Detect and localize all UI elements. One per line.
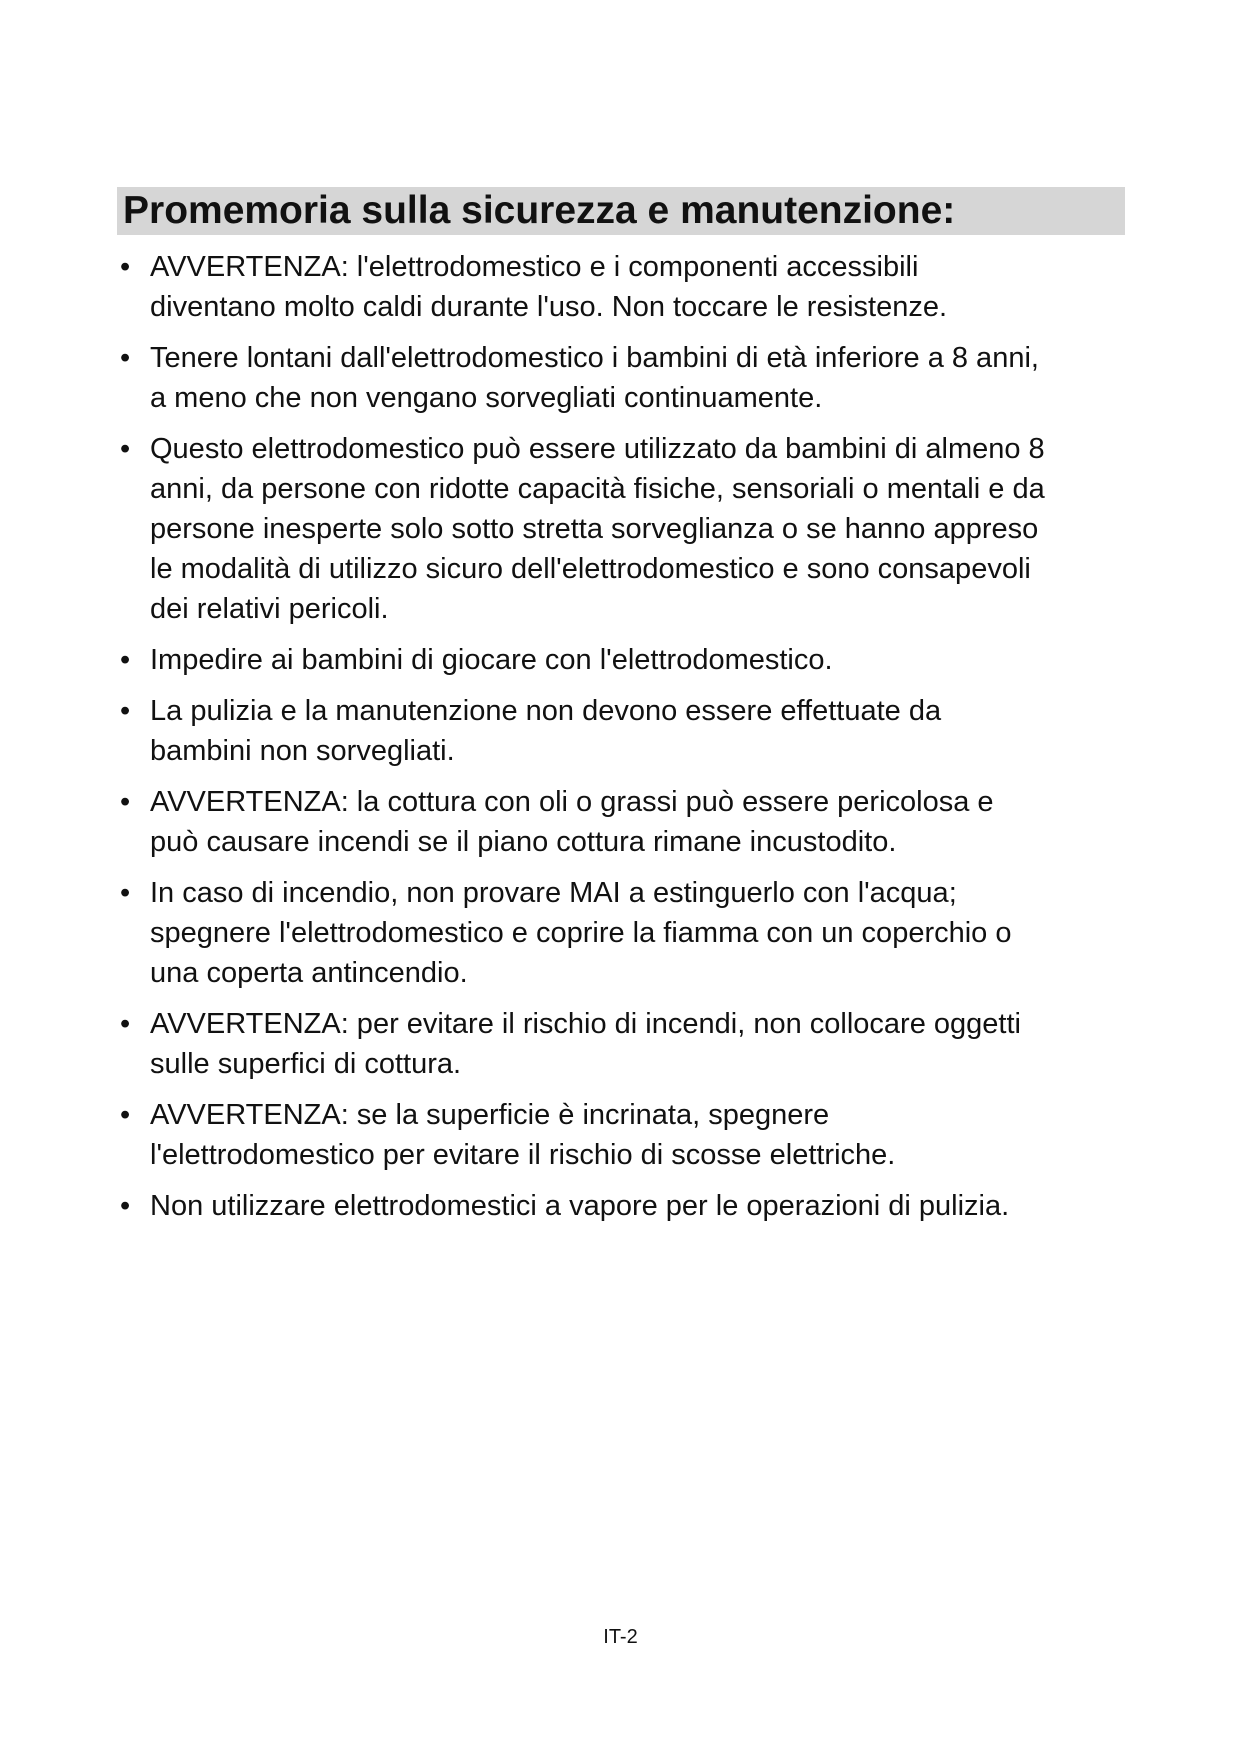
list-item-text-line: Tenere lontani dall'elettrodomestico i bambini di età inferiore a 8 anni,: [150, 342, 1039, 374]
list-item: [117, 873, 1127, 993]
bullet-marker: •: [120, 1190, 131, 1222]
list-item-text-line: In caso di incendio, non provare MAI a estinguerlo con l'acqua;: [150, 877, 957, 909]
list-item-text-line: dei relativi pericoli.: [150, 593, 389, 625]
list-item-text-line: bambini non sorvegliati.: [150, 735, 455, 767]
bullet-marker: •: [120, 786, 131, 818]
list-item-text-line: spegnere l'elettrodomestico e coprire la fiamma con un coperchio o: [150, 917, 1012, 949]
list-item: [117, 1095, 1127, 1175]
list-item-text-line: AVVERTENZA: per evitare il rischio di incendi, non collocare oggetti: [150, 1008, 1021, 1040]
list-item-text-line: anni, da persone con ridotte capacità fisiche, sensoriali o mentali e da: [150, 473, 1045, 505]
list-item: [117, 691, 1127, 771]
bullet-marker: •: [120, 433, 131, 465]
list-item-text-line: Non utilizzare elettrodomestici a vapore per le operazioni di pulizia.: [150, 1190, 1010, 1222]
bullet-marker: •: [120, 695, 131, 727]
list-item-text-line: AVVERTENZA: se la superficie è incrinata, spegnere: [150, 1099, 830, 1131]
list-item-text-line: l'elettrodomestico per evitare il rischio di scosse elettriche.: [150, 1139, 896, 1171]
bullet-marker: •: [120, 342, 131, 374]
bullet-marker: •: [120, 1099, 131, 1131]
list-item-text-line: sulle superfici di cottura.: [150, 1048, 462, 1080]
list-item: [117, 1186, 1127, 1226]
list-item-text-line: le modalità di utilizzo sicuro dell'elettrodomestico e sono consapevoli: [150, 553, 1031, 585]
list-item: [117, 1004, 1127, 1084]
list-item-text-line: AVVERTENZA: la cottura con oli o grassi può essere pericolosa e: [150, 786, 994, 818]
list-item-text-line: AVVERTENZA: l'elettrodomestico e i componenti accessibili: [150, 251, 919, 283]
list-item-text-line: a meno che non vengano sorvegliati continuamente.: [150, 382, 823, 414]
list-item-text-line: persone inesperte solo sotto stretta sorveglianza o se hanno appreso: [150, 513, 1039, 545]
safety-bullet-list: [117, 247, 1127, 1237]
list-item: [117, 429, 1127, 629]
list-item: [117, 338, 1127, 418]
page-number: IT-2: [603, 1626, 638, 1648]
list-item-text-line: può causare incendi se il piano cottura rimane incustodito.: [150, 826, 897, 858]
list-item-text-line: La pulizia e la manutenzione non devono essere effettuate da: [150, 695, 942, 727]
list-item-text-line: Questo elettrodomestico può essere utilizzato da bambini di almeno 8: [150, 433, 1045, 465]
list-item: [117, 640, 1127, 680]
list-item-text-line: Impedire ai bambini di giocare con l'elettrodomestico.: [150, 644, 833, 676]
list-item-text-line: diventano molto caldi durante l'uso. Non toccare le resistenze.: [150, 291, 948, 323]
bullet-marker: •: [120, 644, 131, 676]
bullet-marker: •: [120, 251, 131, 283]
section-heading: Promemoria sulla sicurezza e manutenzione:: [117, 187, 1125, 235]
list-item-text-line: una coperta antincendio.: [150, 957, 468, 989]
bullet-marker: •: [120, 1008, 131, 1040]
list-item: [117, 247, 1127, 327]
list-item: [117, 782, 1127, 862]
bullet-marker: •: [120, 877, 131, 909]
